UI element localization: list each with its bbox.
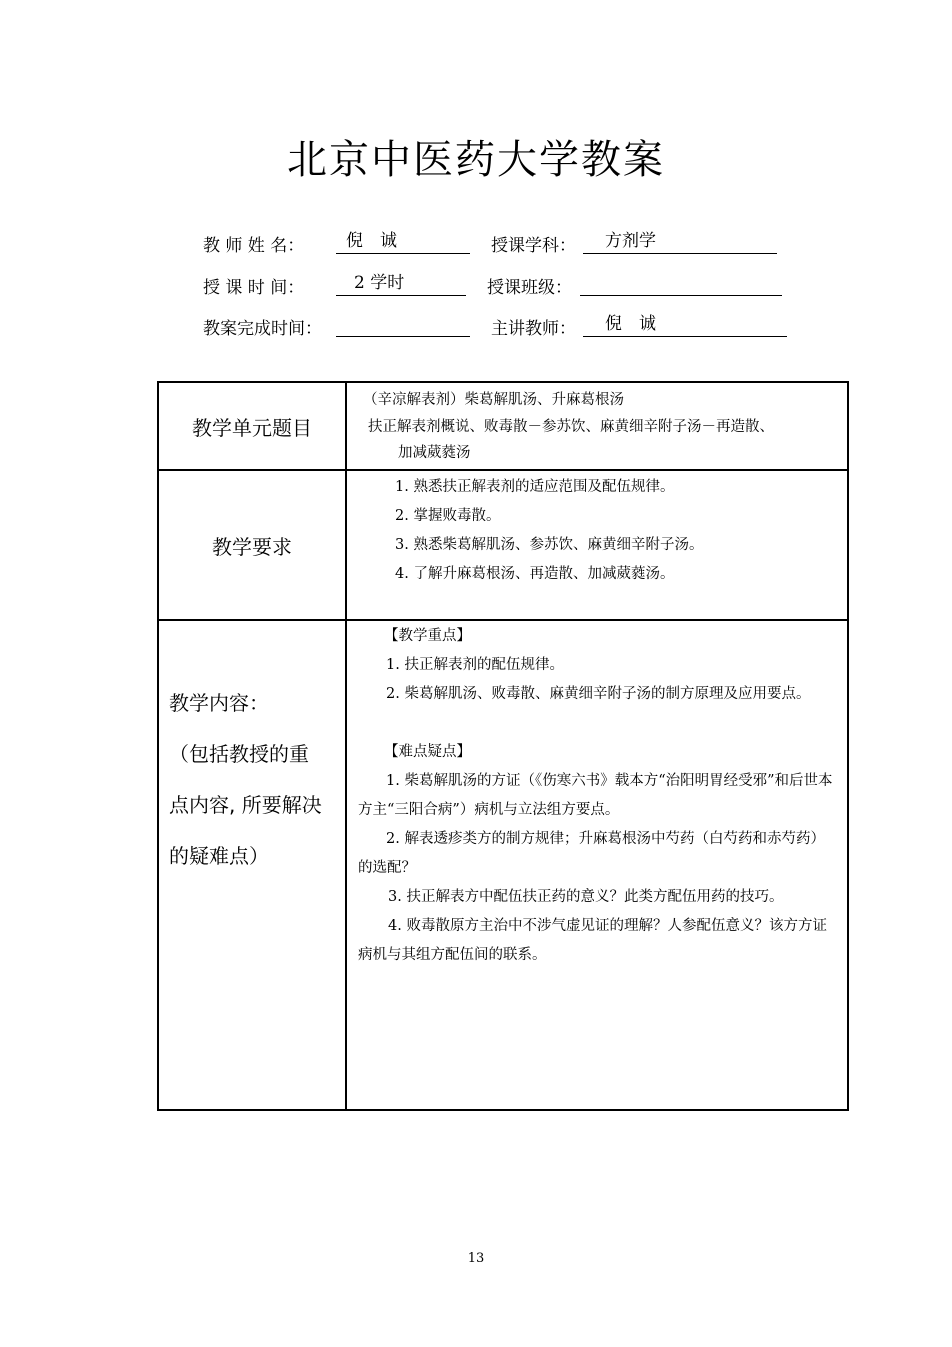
lecturer-value <box>583 314 787 337</box>
content-label-line: （包括教授的重 <box>169 742 309 766</box>
difficult-point-item: 1. 柴葛解肌汤的方证（《伤寒六书》载本方“治阳明胃经受邪”和后世本方主“三阳合病”）病机与立法组方要点。 <box>358 773 833 818</box>
requirements-content-cell <box>346 470 848 620</box>
unit-title-line: （辛凉解表剂）柴葛解肌汤、升麻葛根汤 <box>363 392 624 408</box>
subject-label: 授课学科： <box>491 236 576 256</box>
lecturer-label: 主讲教师： <box>491 319 576 339</box>
requirement-item: 2. 掌握败毒散。 <box>395 508 501 524</box>
unit-title-content-cell <box>346 382 848 470</box>
unit-title-line: 加减葳蕤汤 <box>398 445 471 461</box>
content-label-line: 点内容, 所要解决 <box>169 793 322 817</box>
time-label: 授 课 时 间： <box>203 278 305 298</box>
key-point-item: 1. 扶正解表剂的配伍规律。 <box>386 657 564 673</box>
class-label: 授课班级： <box>487 278 572 298</box>
subject-value <box>583 231 777 254</box>
unit-title-line: 扶正解表剂概说、败毒散－参苏饮、麻黄细辛附子汤－再造散、 <box>368 418 774 435</box>
row-unit-title <box>158 382 848 470</box>
teacher-name-text: 倪 诚 <box>346 231 397 251</box>
difficult-points-heading: 【难点疑点】 <box>384 744 471 760</box>
teacher-name-label: 教 师 姓 名： <box>203 236 305 256</box>
time-text: 2 学时 <box>354 273 405 293</box>
time-value <box>336 273 466 296</box>
requirement-item: 4. 了解升麻葛根汤、再造散、加减葳蕤汤。 <box>395 566 675 582</box>
lesson-plan-table <box>157 381 849 1111</box>
key-point-item: 2. 柴葛解肌汤、败毒散、麻黄细辛附子汤的制方原理及应用要点。 <box>386 686 811 702</box>
key-points-heading: 【教学重点】 <box>384 628 471 644</box>
class-value <box>580 273 782 296</box>
teacher-name-value <box>336 231 470 254</box>
difficult-point-item: 2. 解表透疹类方的制方规律；升麻葛根汤中芍药（白芍药和赤芍药）的选配？ <box>358 831 825 876</box>
unit-title-label: 教学单元题目 <box>192 415 312 440</box>
completion-value <box>336 314 470 337</box>
row-content <box>158 620 848 1110</box>
requirement-item: 3. 熟悉柴葛解肌汤、参苏饮、麻黄细辛附子汤。 <box>395 537 704 553</box>
completion-label: 教案完成时间： <box>203 319 322 339</box>
content-label-line: 的疑难点） <box>169 844 269 868</box>
unit-title-label-cell <box>158 382 346 470</box>
content-label-cell <box>158 620 346 1110</box>
content-label-line: 教学内容： <box>169 691 269 715</box>
requirements-label-cell <box>158 470 346 620</box>
document-title: 北京中医药大学教案 <box>287 137 665 183</box>
requirements-label: 教学要求 <box>212 534 292 559</box>
requirement-item: 1. 熟悉扶正解表剂的适应范围及配伍规律。 <box>395 479 675 495</box>
row-requirements <box>158 470 848 620</box>
content-detail-cell <box>346 620 848 1110</box>
difficult-point-item: 3. 扶正解表方中配伍扶正药的意义？此类方配伍用药的技巧。 <box>388 889 784 905</box>
page-number: 13 <box>467 1251 485 1266</box>
subject-text: 方剂学 <box>605 231 656 251</box>
lecturer-text: 倪 诚 <box>605 314 656 334</box>
difficult-point-item: 4. 败毒散原方主治中不涉气虚见证的理解？人参配伍意义？该方方证病机与其组方配伍间的联系。 <box>358 918 827 963</box>
